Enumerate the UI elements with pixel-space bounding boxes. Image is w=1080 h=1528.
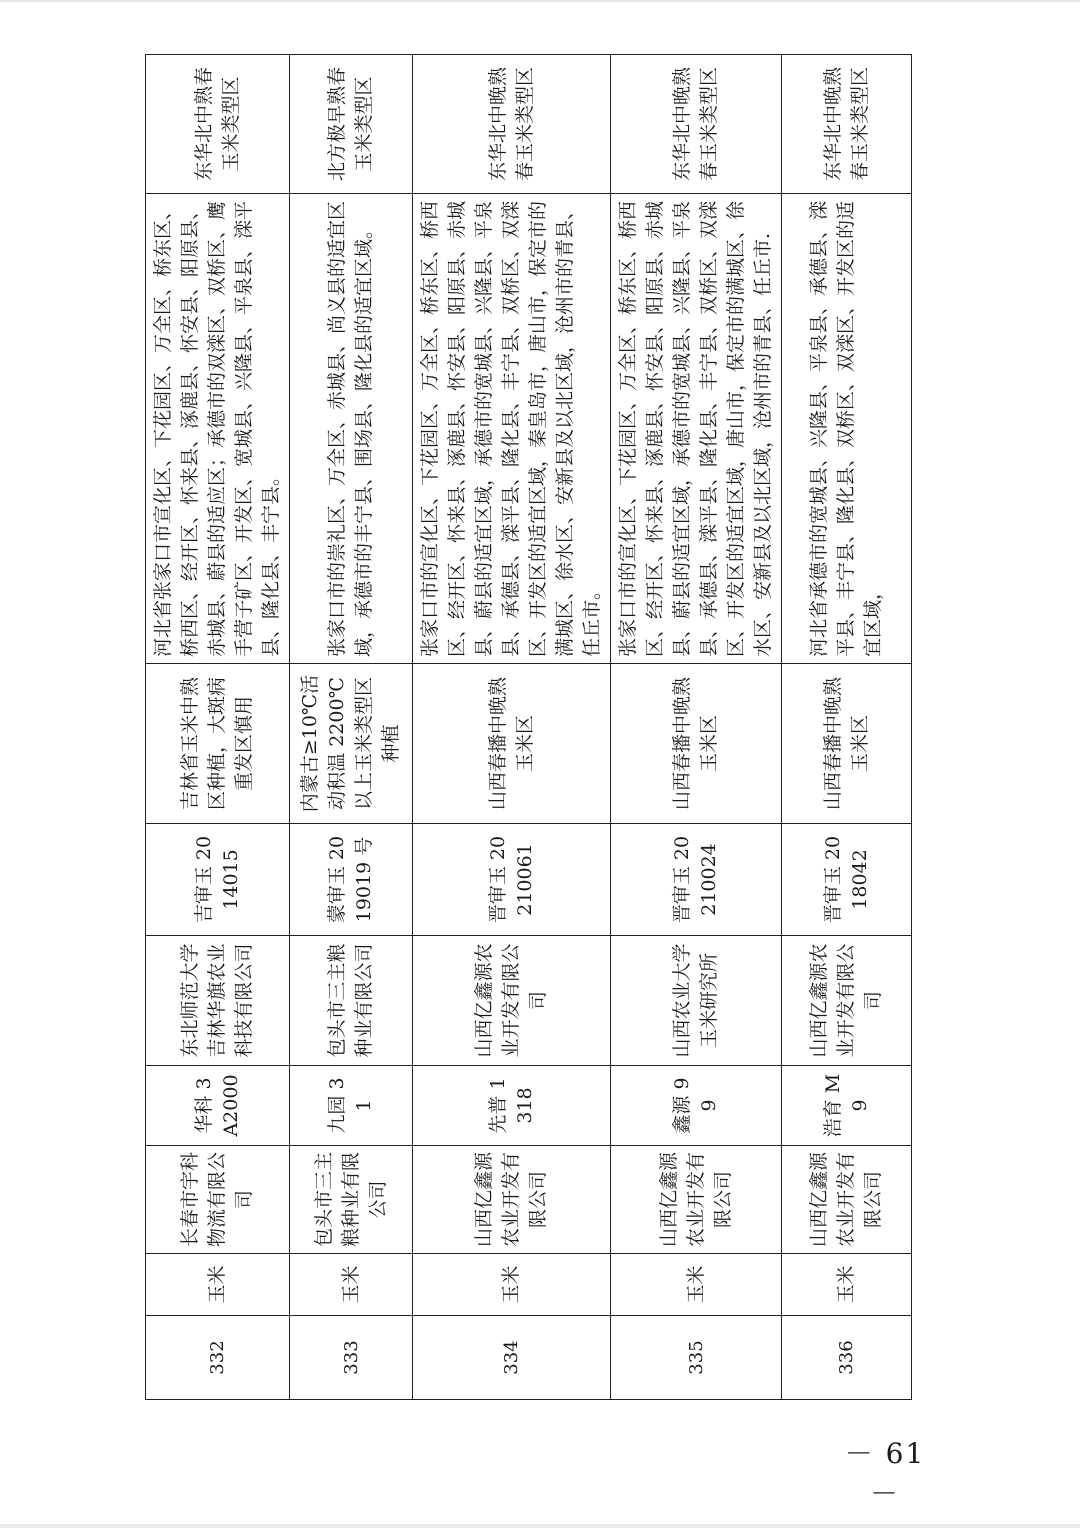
variety-name-cell: 九园 31 bbox=[290, 1066, 413, 1146]
ecological-zone-cell: 东华北中晚熟春玉米类型区 bbox=[782, 55, 912, 194]
original-approved-region-cell: 山西春播中晚熟玉米区 bbox=[782, 664, 912, 824]
table-row bbox=[146, 55, 290, 1400]
variety-name-cell: 鑫源 99 bbox=[611, 1066, 782, 1146]
approval-number-cell: 晋审玉 20210061 bbox=[413, 824, 611, 936]
breeder-cell: 东北师范大学 吉林华旗农业科技有限公司 bbox=[146, 936, 290, 1066]
table-row bbox=[290, 55, 413, 1400]
ecological-zone-cell: 东华北中晚熟春玉米类型区 bbox=[611, 55, 782, 194]
ecological-zone-cell: 北方极早熟春玉米类型区 bbox=[290, 55, 413, 194]
variety-table bbox=[145, 54, 912, 1400]
rotated-table-container bbox=[145, 67, 884, 1400]
row-number: 336 bbox=[782, 1316, 912, 1400]
applicant-cell: 山西亿鑫源农业开发有限公司 bbox=[413, 1146, 611, 1254]
crop-cell: 玉米 bbox=[413, 1254, 611, 1316]
original-approved-region-cell: 山西春播中晚熟玉米区 bbox=[611, 664, 782, 824]
row-number: 333 bbox=[290, 1316, 413, 1400]
crop-cell: 玉米 bbox=[146, 1254, 290, 1316]
introduction-region-cell: 张家口市的崇礼区、万全区、赤城县、尚义县的适宜区域，承德市的丰宁县、围场县、隆化县的适宜区域。 bbox=[290, 194, 413, 664]
variety-name-cell: 先普 1318 bbox=[413, 1066, 611, 1146]
table-row bbox=[782, 55, 912, 1400]
crop-cell: 玉米 bbox=[290, 1254, 413, 1316]
breeder-cell: 山西农业大学玉米研究所 bbox=[611, 936, 782, 1066]
row-number: 332 bbox=[146, 1316, 290, 1400]
approval-number-cell: 蒙审玉 2019019 号 bbox=[290, 824, 413, 936]
applicant-cell: 山西亿鑫源农业开发有限公司 bbox=[611, 1146, 782, 1254]
table-row bbox=[611, 55, 782, 1400]
row-number: 335 bbox=[611, 1316, 782, 1400]
introduction-region-cell: 河北省张家口市宣化区、下花园区、万全区、桥东区、桥西区、经开区、怀来县、涿鹿县、怀安县、阳原县、赤城县、蔚县的适应区；承德市的双滦区、双桥区、鹰手营子矿区、开发区、宽城县、兴隆县、平泉县、滦平县、隆化县、丰宁县。 bbox=[146, 194, 290, 664]
variety-name-cell: 浩育 M9 bbox=[782, 1066, 912, 1146]
ecological-zone-cell: 东华北中熟春玉米类型区 bbox=[146, 55, 290, 194]
crop-cell: 玉米 bbox=[782, 1254, 912, 1316]
bottom-border-line bbox=[0, 1524, 1080, 1528]
variety-name-cell: 华科 3A2000 bbox=[146, 1066, 290, 1146]
crop-cell: 玉米 bbox=[611, 1254, 782, 1316]
original-approved-region-cell: 吉林省玉米中熟区种植，大斑病重发区慎用 bbox=[146, 664, 290, 824]
introduction-region-cell: 河北省承德市的宽城县、兴隆县、平泉县、承德县、滦平县、丰宁县、隆化县、双桥区、双滦区、开发区的适宜区域， bbox=[782, 194, 912, 664]
page-number: － 61 － bbox=[844, 1437, 926, 1510]
introduction-region-cell: 张家口市的宣化区、下花园区、万全区、桥东区、桥西区、经开区、怀来县、涿鹿县、怀安县、阳原县、赤城县、蔚县的适宜区域，承德市的宽城县、兴隆县、平泉县、承德县、滦平县、隆化县、丰宁县、双桥区、双滦区、开发区的适宜区域，秦皇岛市，唐山市，保定市的满城区、徐水区、安新县及以北区域，沧州市的青县、任丘市。 bbox=[413, 194, 611, 664]
approval-number-cell: 晋审玉 2018042 bbox=[782, 824, 912, 936]
applicant-cell: 包头市三主粮种业有限公司 bbox=[290, 1146, 413, 1254]
row-number: 334 bbox=[413, 1316, 611, 1400]
approval-number-cell: 晋审玉 20210024 bbox=[611, 824, 782, 936]
top-border-line bbox=[0, 0, 1080, 2]
applicant-cell: 长春市宇科物流有限公司 bbox=[146, 1146, 290, 1254]
breeder-cell: 包头市三主粮种业有限公司 bbox=[290, 936, 413, 1066]
original-approved-region-cell: 内蒙古≥10℃活动积温 2200℃以上玉米类型区种植 bbox=[290, 664, 413, 824]
breeder-cell: 山西亿鑫源农业开发有限公司 bbox=[413, 936, 611, 1066]
introduction-region-cell: 张家口市的宣化区、下花园区、万全区、桥东区、桥西区、经开区、怀来县、涿鹿县、怀安县、阳原县、赤城县、蔚县的适宜区域，承德市的宽城县、兴隆县、平泉县、承德县、滦平县、隆化县、丰宁县、双桥区、双滦区、开发区的适宜区域，唐山市，保定市的满城区、徐水区、安新县及以北区域，沧州市的青县、任丘市. bbox=[611, 194, 782, 664]
breeder-cell: 山西亿鑫源农业开发有限公司 bbox=[782, 936, 912, 1066]
approval-number-cell: 吉审玉 2014015 bbox=[146, 824, 290, 936]
table-row bbox=[413, 55, 611, 1400]
ecological-zone-cell: 东华北中晚熟春玉米类型区 bbox=[413, 55, 611, 194]
rotated-table-frame bbox=[145, 67, 884, 1400]
original-approved-region-cell: 山西春播中晚熟玉米区 bbox=[413, 664, 611, 824]
applicant-cell: 山西亿鑫源农业开发有限公司 bbox=[782, 1146, 912, 1254]
